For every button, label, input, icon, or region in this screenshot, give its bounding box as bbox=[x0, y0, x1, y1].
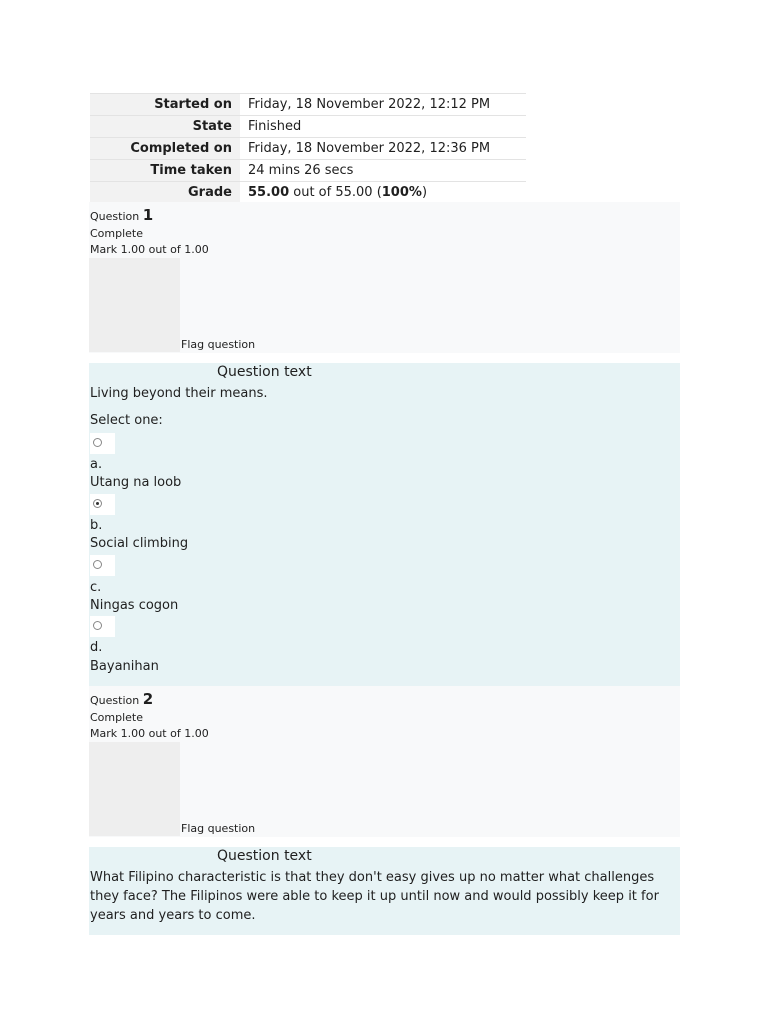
select-one-prompt: Select one: bbox=[90, 413, 163, 428]
option-b-text: Social climbing bbox=[90, 536, 189, 551]
question-2-info bbox=[89, 686, 680, 837]
radio-icon bbox=[93, 560, 102, 569]
state-value: Finished bbox=[240, 116, 526, 138]
completed-label: Completed on bbox=[90, 138, 240, 160]
flag-question-link[interactable]: Flag question bbox=[181, 822, 256, 835]
option-c-radio[interactable] bbox=[90, 555, 115, 576]
started-label: Started on bbox=[90, 94, 240, 116]
question-1-state: Complete bbox=[90, 227, 144, 240]
summary-row-grade bbox=[90, 182, 526, 204]
question-1-mark: Mark 1.00 out of 1.00 bbox=[90, 243, 209, 256]
grade-percent: 100% bbox=[381, 185, 422, 200]
question-1-number bbox=[90, 206, 153, 224]
question-word: Question bbox=[90, 694, 143, 707]
question-2-content bbox=[89, 847, 680, 935]
question-2-state: Complete bbox=[90, 711, 144, 724]
completed-value: Friday, 18 November 2022, 12:36 PM bbox=[240, 138, 526, 160]
flag-icon[interactable] bbox=[89, 258, 180, 352]
option-c-text: Ningas cogon bbox=[90, 598, 179, 613]
radio-icon bbox=[93, 621, 102, 630]
option-a-text: Utang na loob bbox=[90, 475, 182, 490]
question-word: Question bbox=[90, 210, 143, 223]
option-c-letter: c. bbox=[90, 580, 102, 595]
grade-mid: out of 55.00 ( bbox=[289, 185, 382, 200]
question-1-info bbox=[89, 202, 680, 353]
grade-score: 55.00 bbox=[248, 185, 290, 200]
question-2-mark: Mark 1.00 out of 1.00 bbox=[90, 727, 209, 740]
grade-value bbox=[240, 182, 526, 204]
option-a-radio[interactable] bbox=[90, 433, 115, 454]
option-b-letter: b. bbox=[90, 518, 103, 533]
option-d-letter: d. bbox=[90, 640, 103, 655]
option-d-text: Bayanihan bbox=[90, 659, 159, 674]
radio-icon bbox=[93, 438, 102, 447]
summary-row-state bbox=[90, 116, 526, 138]
option-b-radio[interactable] bbox=[90, 494, 115, 515]
question-number: 2 bbox=[142, 690, 154, 708]
grade-end: ) bbox=[421, 185, 428, 200]
summary-row-completed bbox=[90, 138, 526, 160]
question-text-heading: Question text bbox=[217, 364, 312, 380]
started-value: Friday, 18 November 2022, 12:12 PM bbox=[240, 94, 526, 116]
option-d-radio[interactable] bbox=[90, 616, 115, 637]
summary-row-started bbox=[90, 94, 526, 116]
grade-label: Grade bbox=[90, 182, 240, 204]
question-1-text: Living beyond their means. bbox=[90, 386, 268, 401]
question-2-number bbox=[90, 690, 153, 708]
question-1-content bbox=[89, 363, 680, 687]
question-text-heading: Question text bbox=[217, 848, 312, 864]
attempt-summary-table bbox=[90, 93, 526, 203]
radio-selected-icon bbox=[93, 499, 102, 508]
state-label: State bbox=[90, 116, 240, 138]
question-number: 1 bbox=[142, 206, 154, 224]
question-2-text: What Filipino characteristic is that they don't easy gives up no matter what challenges they face? The Filipinos were able to keep it up until now and would possibly keep it for years and years to come. bbox=[90, 870, 659, 923]
time-label: Time taken bbox=[90, 160, 240, 182]
flag-question-link[interactable]: Flag question bbox=[181, 338, 256, 351]
option-a-letter: a. bbox=[90, 457, 103, 472]
summary-row-time bbox=[90, 160, 526, 182]
flag-icon[interactable] bbox=[89, 742, 180, 836]
time-value: 24 mins 26 secs bbox=[240, 160, 526, 182]
